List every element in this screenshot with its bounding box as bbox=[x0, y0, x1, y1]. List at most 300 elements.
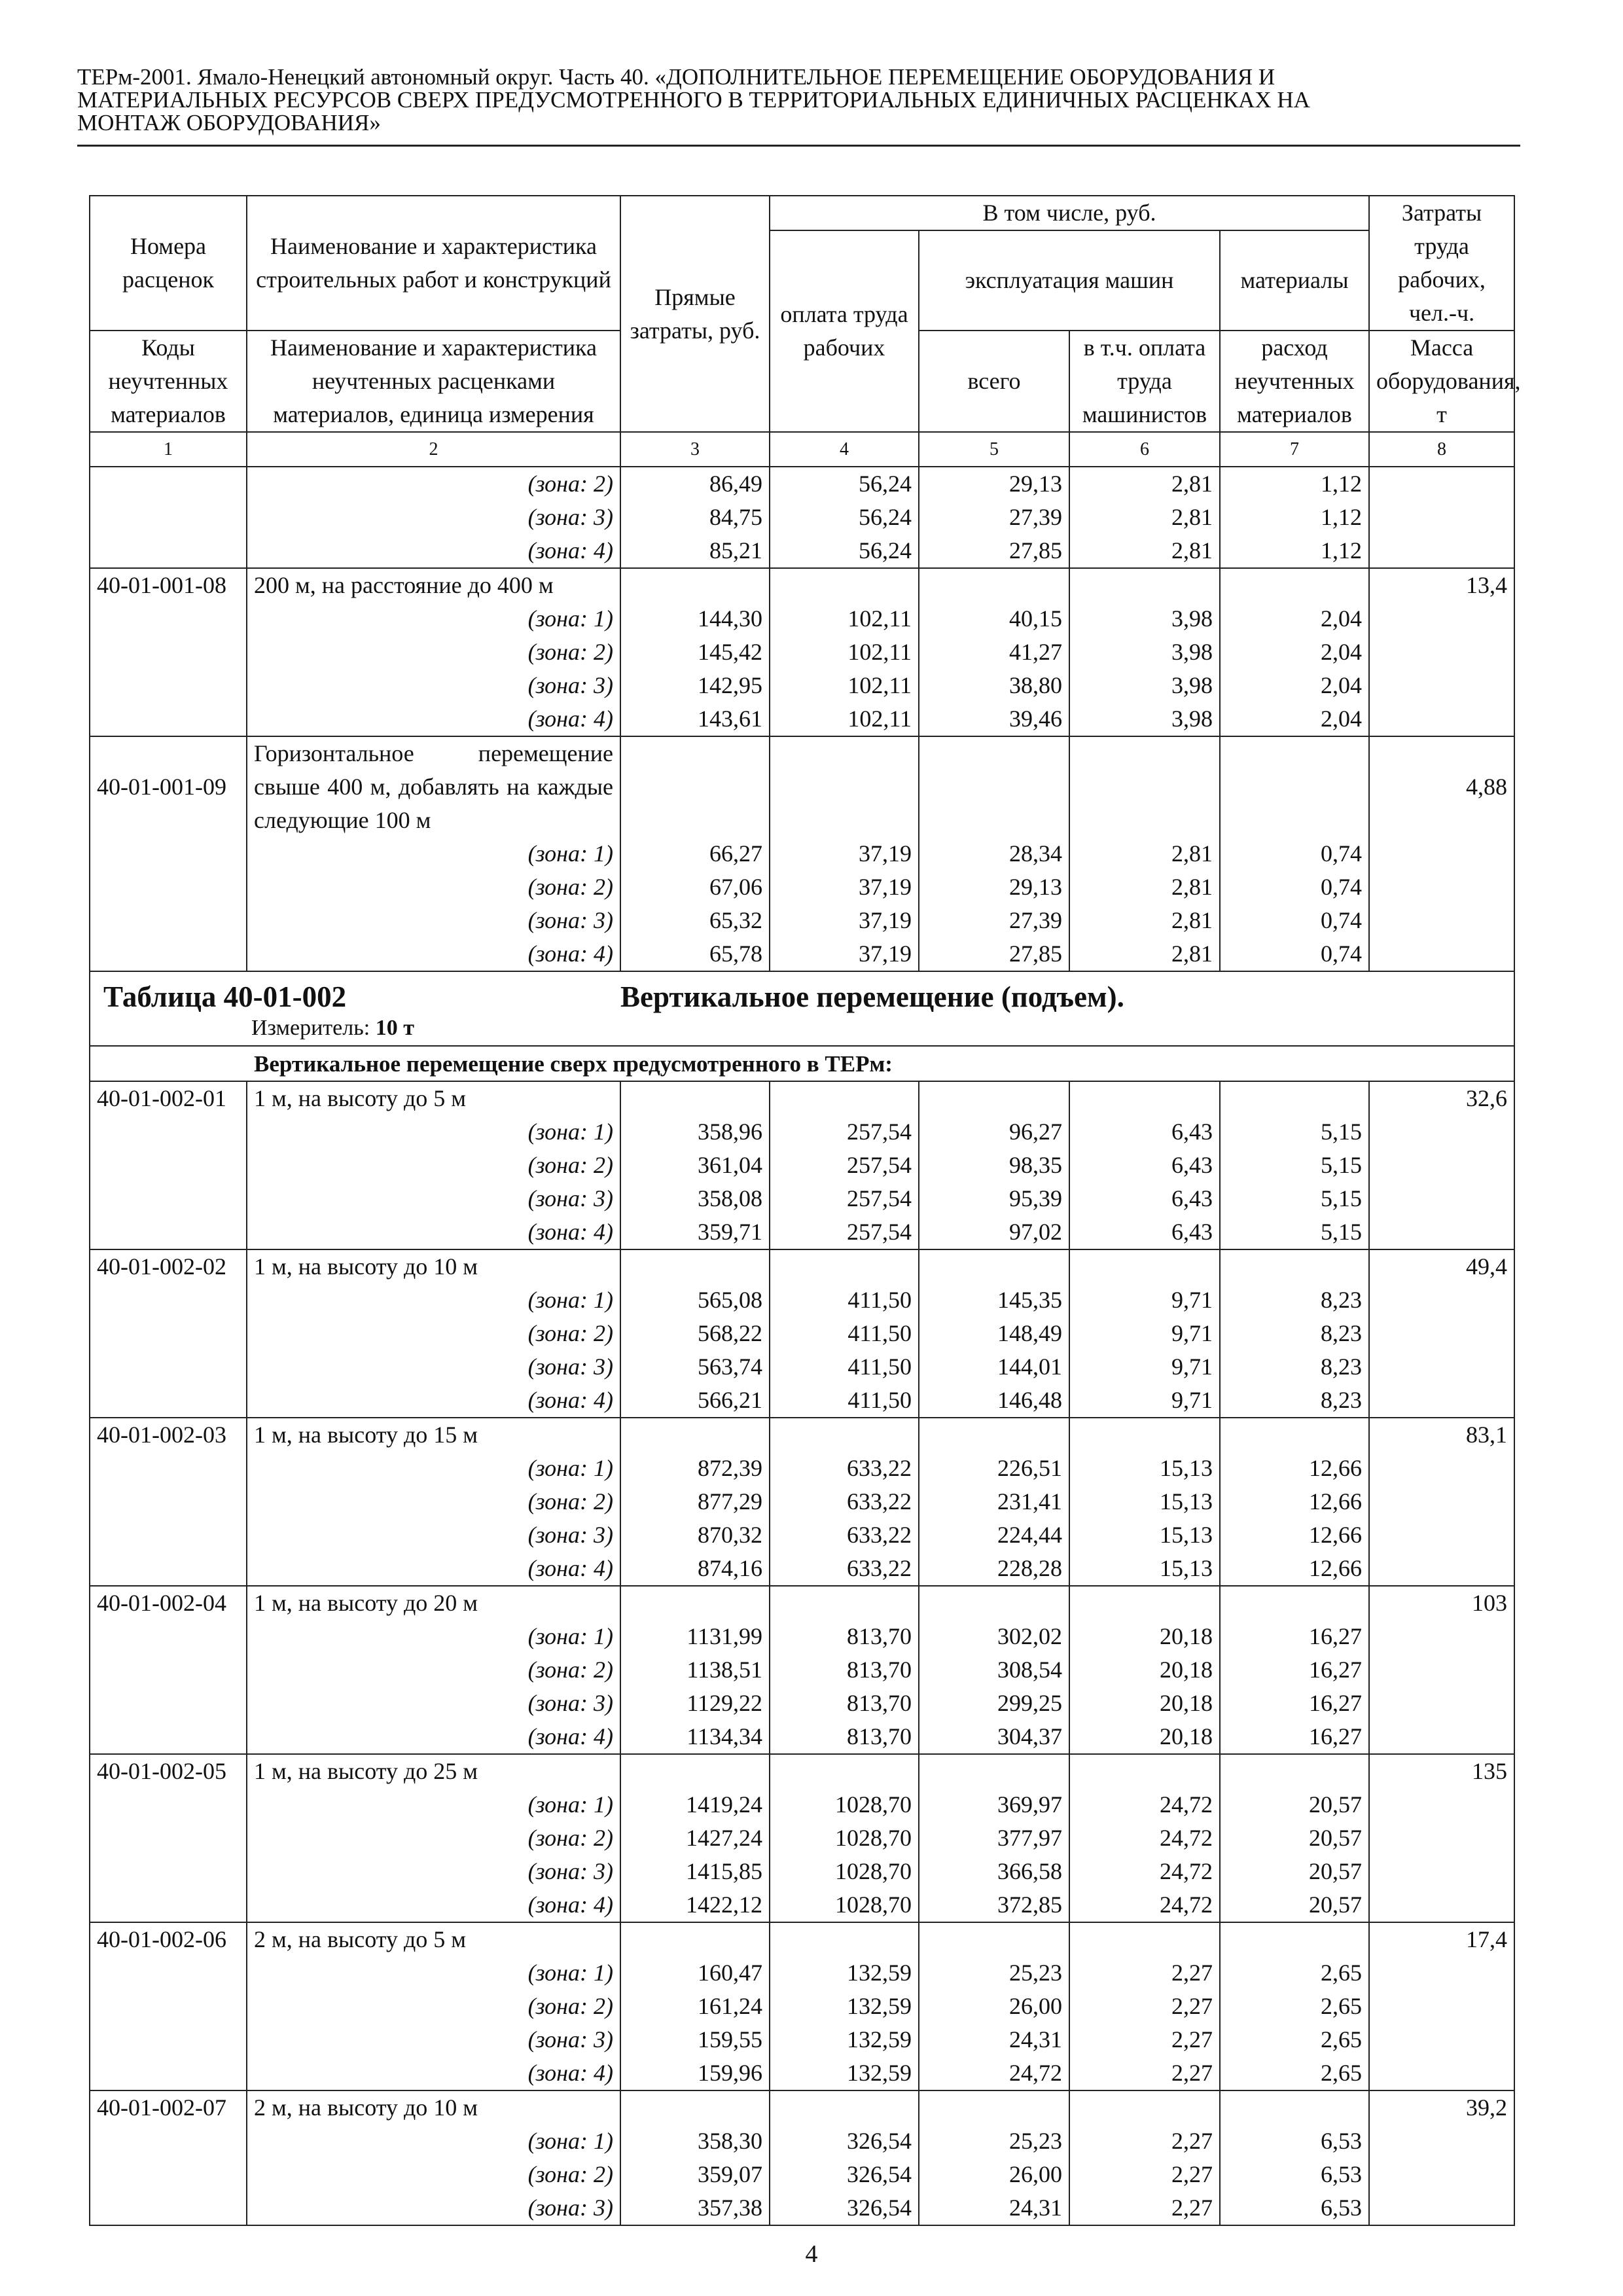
zone-row bbox=[90, 636, 1514, 669]
direct-costs: 1131,99 bbox=[620, 1620, 770, 1653]
machines-total: 144,01 bbox=[919, 1350, 1069, 1384]
materials: 16,27 bbox=[1220, 1620, 1369, 1653]
machines-total: 146,48 bbox=[919, 1384, 1069, 1418]
wages: 132,59 bbox=[770, 1956, 919, 1990]
machinist-wages: 15,13 bbox=[1069, 1485, 1220, 1518]
wages: 37,19 bbox=[770, 837, 919, 870]
machines-total: 28,34 bbox=[919, 837, 1069, 870]
machinist-wages: 2,27 bbox=[1069, 2158, 1220, 2191]
wages: 813,70 bbox=[770, 1620, 919, 1653]
cell-empty bbox=[90, 534, 247, 568]
direct-costs: 86,49 bbox=[620, 467, 770, 501]
direct-costs: 1134,34 bbox=[620, 1720, 770, 1754]
cell-empty bbox=[919, 1081, 1069, 1115]
cell-empty bbox=[919, 1922, 1069, 1956]
cell-empty bbox=[1369, 2191, 1514, 2225]
cell-empty bbox=[1220, 2090, 1369, 2125]
rates-table bbox=[89, 195, 1521, 2226]
cell-empty bbox=[90, 837, 247, 870]
zone-label: (зона: 1) bbox=[247, 1620, 620, 1653]
direct-costs: 142,95 bbox=[620, 669, 770, 702]
th-rate-numbers: Номера расценок bbox=[90, 196, 247, 331]
cell-empty bbox=[770, 1754, 919, 1788]
machines-total: 304,37 bbox=[919, 1720, 1069, 1754]
zone-label: (зона: 2) bbox=[247, 1821, 620, 1855]
zone-row bbox=[90, 1653, 1514, 1687]
rate-labor: 17,4 bbox=[1369, 1922, 1514, 1956]
direct-costs: 359,07 bbox=[620, 2158, 770, 2191]
cell-empty bbox=[1369, 904, 1514, 937]
materials: 16,27 bbox=[1220, 1653, 1369, 1687]
th-incl: В том числе, руб. bbox=[770, 196, 1369, 230]
machinist-wages: 6,43 bbox=[1069, 1182, 1220, 1215]
zone-label: (зона: 4) bbox=[247, 2056, 620, 2090]
zone-row bbox=[90, 2056, 1514, 2090]
cell-empty bbox=[1369, 937, 1514, 971]
header-numbers-row bbox=[90, 432, 1514, 467]
cell-empty bbox=[1369, 1149, 1514, 1182]
rate-header-row bbox=[90, 2090, 1514, 2125]
machinist-wages: 2,81 bbox=[1069, 937, 1220, 971]
machines-total: 228,28 bbox=[919, 1552, 1069, 1586]
machinist-wages: 15,13 bbox=[1069, 1552, 1220, 1586]
machinist-wages: 2,81 bbox=[1069, 467, 1220, 501]
cell-empty bbox=[90, 1384, 247, 1418]
cell-empty bbox=[90, 1653, 247, 1687]
materials: 2,04 bbox=[1220, 602, 1369, 636]
machines-total: 97,02 bbox=[919, 1215, 1069, 1249]
th-total: всего bbox=[919, 331, 1069, 432]
cell-empty bbox=[1369, 1720, 1514, 1754]
zone-label: (зона: 3) bbox=[247, 2023, 620, 2056]
cell-empty bbox=[1069, 1586, 1220, 1620]
direct-costs: 358,08 bbox=[620, 1182, 770, 1215]
wages: 1028,70 bbox=[770, 1788, 919, 1821]
zone-row bbox=[90, 1821, 1514, 1855]
machinist-wages: 9,71 bbox=[1069, 1350, 1220, 1384]
cell-empty bbox=[1369, 1182, 1514, 1215]
zone-row bbox=[90, 534, 1514, 568]
machinist-wages: 2,81 bbox=[1069, 837, 1220, 870]
materials: 2,04 bbox=[1220, 636, 1369, 669]
zone-label: (зона: 1) bbox=[247, 1788, 620, 1821]
machinist-wages: 9,71 bbox=[1069, 1317, 1220, 1350]
materials: 20,57 bbox=[1220, 1788, 1369, 1821]
zone-row bbox=[90, 870, 1514, 904]
machinist-wages: 24,72 bbox=[1069, 1821, 1220, 1855]
wages: 132,59 bbox=[770, 1990, 919, 2023]
cell-empty bbox=[919, 1754, 1069, 1788]
cell-empty bbox=[1369, 702, 1514, 736]
materials: 1,12 bbox=[1220, 467, 1369, 501]
wages: 132,59 bbox=[770, 2056, 919, 2090]
cell-empty bbox=[1069, 1922, 1220, 1956]
zone-label: (зона: 4) bbox=[247, 937, 620, 971]
header-line-1: ТЕРм-2001. Ямало-Ненецкий автономный округ. Часть 40. «ДОПОЛНИТЕЛЬНОЕ ПЕРЕМЕЩЕНИЕ ОБОРУДОВАНИЯ И bbox=[77, 64, 1275, 90]
direct-costs: 357,38 bbox=[620, 2191, 770, 2225]
zone-label: (зона: 2) bbox=[247, 1149, 620, 1182]
cell-empty bbox=[1069, 1249, 1220, 1283]
th-work-name: Наименование и характеристика строительных работ и конструкций bbox=[247, 196, 620, 331]
zone-row bbox=[90, 937, 1514, 971]
machines-total: 95,39 bbox=[919, 1182, 1069, 1215]
col-num-7: 7 bbox=[1220, 432, 1369, 467]
machinist-wages: 24,72 bbox=[1069, 1855, 1220, 1888]
machines-total: 26,00 bbox=[919, 1990, 1069, 2023]
rate-header-row bbox=[90, 1418, 1514, 1452]
wages: 257,54 bbox=[770, 1182, 919, 1215]
materials: 5,15 bbox=[1220, 1115, 1369, 1149]
cell-empty bbox=[1369, 1485, 1514, 1518]
machines-total: 29,13 bbox=[919, 467, 1069, 501]
direct-costs: 85,21 bbox=[620, 534, 770, 568]
zone-row bbox=[90, 1552, 1514, 1586]
cell-empty bbox=[1369, 1956, 1514, 1990]
cell-empty bbox=[620, 568, 770, 602]
wages: 56,24 bbox=[770, 534, 919, 568]
rate-name: 1 м, на высоту до 10 м bbox=[247, 1249, 620, 1283]
rate-code: 40-01-002-04 bbox=[90, 1586, 247, 1620]
col-num-2: 2 bbox=[247, 432, 620, 467]
machines-total: 145,35 bbox=[919, 1283, 1069, 1317]
cell-empty bbox=[770, 1081, 919, 1115]
cell-empty bbox=[1369, 1888, 1514, 1922]
wages: 1028,70 bbox=[770, 1855, 919, 1888]
zone-label: (зона: 1) bbox=[247, 1283, 620, 1317]
machines-total: 369,97 bbox=[919, 1788, 1069, 1821]
machines-total: 224,44 bbox=[919, 1518, 1069, 1552]
zone-label: (зона: 3) bbox=[247, 1182, 620, 1215]
cell-empty bbox=[90, 467, 247, 501]
cell-empty bbox=[90, 1485, 247, 1518]
materials: 8,23 bbox=[1220, 1317, 1369, 1350]
machines-total: 226,51 bbox=[919, 1452, 1069, 1485]
cell-empty bbox=[1369, 1283, 1514, 1317]
wages: 56,24 bbox=[770, 467, 919, 501]
direct-costs: 1138,51 bbox=[620, 1653, 770, 1687]
zone-label: (зона: 3) bbox=[247, 1687, 620, 1720]
cell-empty bbox=[1369, 870, 1514, 904]
cell-empty bbox=[1369, 1552, 1514, 1586]
wages: 102,11 bbox=[770, 702, 919, 736]
cell-empty bbox=[90, 1115, 247, 1149]
col-num-4: 4 bbox=[770, 432, 919, 467]
machinist-wages: 2,81 bbox=[1069, 534, 1220, 568]
cell-empty bbox=[90, 602, 247, 636]
direct-costs: 361,04 bbox=[620, 1149, 770, 1182]
cell-empty bbox=[620, 1754, 770, 1788]
th-materials: материалы bbox=[1220, 230, 1369, 331]
machines-total: 302,02 bbox=[919, 1620, 1069, 1653]
cell-empty bbox=[919, 2090, 1069, 2125]
cell-empty bbox=[1369, 1788, 1514, 1821]
meter-value: 10 т bbox=[375, 1016, 414, 1040]
machinist-wages: 24,72 bbox=[1069, 1888, 1220, 1922]
wages: 411,50 bbox=[770, 1317, 919, 1350]
materials: 2,04 bbox=[1220, 669, 1369, 702]
machines-total: 231,41 bbox=[919, 1485, 1069, 1518]
rate-labor: 32,6 bbox=[1369, 1081, 1514, 1115]
materials: 5,15 bbox=[1220, 1149, 1369, 1182]
rate-name: 1 м, на высоту до 25 м bbox=[247, 1754, 620, 1788]
table2-subtitle-row bbox=[90, 1046, 1514, 1081]
machines-total: 25,23 bbox=[919, 2125, 1069, 2158]
cell-empty bbox=[1220, 1418, 1369, 1452]
wages: 132,59 bbox=[770, 2023, 919, 2056]
rate-labor: 103 bbox=[1369, 1586, 1514, 1620]
th-wages: оплата труда рабочих bbox=[770, 230, 919, 432]
cell-empty bbox=[770, 2090, 919, 2125]
zone-label: (зона: 2) bbox=[247, 467, 620, 501]
zone-row bbox=[90, 1687, 1514, 1720]
th-direct-costs: Прямые затраты, руб. bbox=[620, 196, 770, 432]
materials: 0,74 bbox=[1220, 904, 1369, 937]
table-section-vertical bbox=[90, 1081, 1514, 2225]
direct-costs: 143,61 bbox=[620, 702, 770, 736]
materials: 0,74 bbox=[1220, 937, 1369, 971]
cell-empty bbox=[919, 1418, 1069, 1452]
cell-empty bbox=[90, 1215, 247, 1249]
cell-empty bbox=[90, 937, 247, 971]
materials: 12,66 bbox=[1220, 1452, 1369, 1485]
zone-label: (зона: 3) bbox=[247, 904, 620, 937]
machinist-wages: 3,98 bbox=[1069, 669, 1220, 702]
zone-label: (зона: 3) bbox=[247, 1350, 620, 1384]
cell-empty bbox=[1369, 2023, 1514, 2056]
cell-empty bbox=[620, 1586, 770, 1620]
meter-line bbox=[103, 1014, 1501, 1043]
machinist-wages: 9,71 bbox=[1069, 1384, 1220, 1418]
rate-header-row bbox=[90, 736, 1514, 837]
cell-empty bbox=[1369, 636, 1514, 669]
zone-row bbox=[90, 1350, 1514, 1384]
rate-code: 40-01-002-01 bbox=[90, 1081, 247, 1115]
direct-costs: 565,08 bbox=[620, 1283, 770, 1317]
cell-empty bbox=[90, 1350, 247, 1384]
cell-empty bbox=[1369, 1990, 1514, 2023]
cell-empty bbox=[90, 1182, 247, 1215]
th-mat-consumption: расход неучтенных материалов bbox=[1220, 331, 1369, 432]
cell-empty bbox=[90, 636, 247, 669]
cell-empty bbox=[620, 736, 770, 837]
materials: 8,23 bbox=[1220, 1384, 1369, 1418]
rate-labor: 135 bbox=[1369, 1754, 1514, 1788]
machinist-wages: 2,81 bbox=[1069, 870, 1220, 904]
zone-label: (зона: 1) bbox=[247, 837, 620, 870]
cell-empty bbox=[90, 870, 247, 904]
cell-empty bbox=[1220, 1922, 1369, 1956]
zone-row bbox=[90, 1384, 1514, 1418]
machinist-wages: 2,27 bbox=[1069, 2023, 1220, 2056]
rate-code: 40-01-002-06 bbox=[90, 1922, 247, 1956]
materials: 12,66 bbox=[1220, 1485, 1369, 1518]
cell-empty bbox=[90, 1317, 247, 1350]
materials: 6,53 bbox=[1220, 2158, 1369, 2191]
wages: 633,22 bbox=[770, 1485, 919, 1518]
cell-empty bbox=[1369, 1215, 1514, 1249]
rate-labor: 4,88 bbox=[1369, 736, 1514, 837]
direct-costs: 877,29 bbox=[620, 1485, 770, 1518]
wages: 257,54 bbox=[770, 1215, 919, 1249]
cell-empty bbox=[770, 1249, 919, 1283]
materials: 20,57 bbox=[1220, 1821, 1369, 1855]
rate-labor: 13,4 bbox=[1369, 568, 1514, 602]
cell-empty bbox=[1369, 1855, 1514, 1888]
machines-total: 148,49 bbox=[919, 1317, 1069, 1350]
zone-label: (зона: 4) bbox=[247, 534, 620, 568]
cell-empty bbox=[90, 1687, 247, 1720]
materials: 6,53 bbox=[1220, 2191, 1369, 2225]
machines-total: 377,97 bbox=[919, 1821, 1069, 1855]
page-number: 4 bbox=[805, 2240, 818, 2268]
cell-empty bbox=[90, 904, 247, 937]
cell-empty bbox=[90, 1888, 247, 1922]
col-num-8: 8 bbox=[1369, 432, 1514, 467]
materials: 8,23 bbox=[1220, 1283, 1369, 1317]
cell-empty bbox=[90, 501, 247, 534]
machinist-wages: 20,18 bbox=[1069, 1720, 1220, 1754]
machines-total: 24,31 bbox=[919, 2191, 1069, 2225]
zone-label: (зона: 2) bbox=[247, 2158, 620, 2191]
cell-empty bbox=[770, 736, 919, 837]
rate-labor: 39,2 bbox=[1369, 2090, 1514, 2125]
zone-label: (зона: 1) bbox=[247, 602, 620, 636]
rate-labor: 83,1 bbox=[1369, 1418, 1514, 1452]
direct-costs: 159,55 bbox=[620, 2023, 770, 2056]
cell-empty bbox=[1069, 1081, 1220, 1115]
rate-code: 40-01-002-05 bbox=[90, 1754, 247, 1788]
machines-total: 40,15 bbox=[919, 602, 1069, 636]
cell-empty bbox=[770, 1586, 919, 1620]
th-codes: Коды неучтенных материалов bbox=[90, 331, 247, 432]
zone-label: (зона: 3) bbox=[247, 501, 620, 534]
cell-empty bbox=[1369, 1687, 1514, 1720]
rate-header-row bbox=[90, 1249, 1514, 1283]
cell-empty bbox=[90, 1788, 247, 1821]
materials: 16,27 bbox=[1220, 1720, 1369, 1754]
direct-costs: 84,75 bbox=[620, 501, 770, 534]
zone-row bbox=[90, 1855, 1514, 1888]
wages: 813,70 bbox=[770, 1720, 919, 1754]
machines-total: 299,25 bbox=[919, 1687, 1069, 1720]
cell-empty bbox=[620, 1922, 770, 1956]
direct-costs: 872,39 bbox=[620, 1452, 770, 1485]
wages: 411,50 bbox=[770, 1350, 919, 1384]
cell-empty bbox=[1220, 1754, 1369, 1788]
zone-row bbox=[90, 2158, 1514, 2191]
materials: 6,53 bbox=[1220, 2125, 1369, 2158]
materials: 2,65 bbox=[1220, 2023, 1369, 2056]
cell-empty bbox=[1369, 534, 1514, 568]
rate-name: 1 м, на высоту до 5 м bbox=[247, 1081, 620, 1115]
header-line-3: МОНТАЖ ОБОРУДОВАНИЯ» bbox=[77, 110, 381, 135]
cell-empty bbox=[1369, 467, 1514, 501]
wages: 56,24 bbox=[770, 501, 919, 534]
zone-label: (зона: 2) bbox=[247, 1653, 620, 1687]
machines-total: 27,85 bbox=[919, 937, 1069, 971]
wages: 633,22 bbox=[770, 1518, 919, 1552]
wages: 257,54 bbox=[770, 1149, 919, 1182]
col-num-1: 1 bbox=[90, 432, 247, 467]
zone-label: (зона: 4) bbox=[247, 702, 620, 736]
zone-label: (зона: 3) bbox=[247, 1518, 620, 1552]
cell-empty bbox=[770, 568, 919, 602]
zone-row bbox=[90, 837, 1514, 870]
wages: 633,22 bbox=[770, 1452, 919, 1485]
wages: 37,19 bbox=[770, 870, 919, 904]
machines-total: 26,00 bbox=[919, 2158, 1069, 2191]
zone-label: (зона: 1) bbox=[247, 1956, 620, 1990]
cell-empty bbox=[90, 1956, 247, 1990]
rate-code: 40-01-002-02 bbox=[90, 1249, 247, 1283]
machines-total: 366,58 bbox=[919, 1855, 1069, 1888]
machines-total: 25,23 bbox=[919, 1956, 1069, 1990]
cell-empty bbox=[90, 1990, 247, 2023]
rate-header-row bbox=[90, 1922, 1514, 1956]
table2-title-row bbox=[90, 971, 1514, 1046]
cell-empty bbox=[919, 1249, 1069, 1283]
cell-empty bbox=[90, 2125, 247, 2158]
wages: 37,19 bbox=[770, 937, 919, 971]
cell-empty bbox=[1369, 2125, 1514, 2158]
materials: 16,27 bbox=[1220, 1687, 1369, 1720]
wages: 813,70 bbox=[770, 1653, 919, 1687]
machinist-wages: 2,27 bbox=[1069, 2056, 1220, 2090]
machinist-wages: 20,18 bbox=[1069, 1687, 1220, 1720]
zone-row bbox=[90, 1485, 1514, 1518]
materials: 0,74 bbox=[1220, 837, 1369, 870]
rate-name: 2 м, на высоту до 10 м bbox=[247, 2090, 620, 2125]
table-section-horizontal bbox=[90, 467, 1514, 971]
cell-empty bbox=[919, 736, 1069, 837]
rate-header-row bbox=[90, 1081, 1514, 1115]
cell-empty bbox=[1369, 669, 1514, 702]
machines-total: 372,85 bbox=[919, 1888, 1069, 1922]
th-labor: Затраты труда рабочих, чел.-ч. bbox=[1369, 196, 1514, 331]
direct-costs: 66,27 bbox=[620, 837, 770, 870]
cell-empty bbox=[90, 702, 247, 736]
cell-empty bbox=[90, 1620, 247, 1653]
direct-costs: 65,32 bbox=[620, 904, 770, 937]
zone-label: (зона: 1) bbox=[247, 1115, 620, 1149]
direct-costs: 1419,24 bbox=[620, 1788, 770, 1821]
direct-costs: 145,42 bbox=[620, 636, 770, 669]
cell-empty bbox=[1069, 1754, 1220, 1788]
materials: 1,12 bbox=[1220, 501, 1369, 534]
machines-total: 96,27 bbox=[919, 1115, 1069, 1149]
zone-label: (зона: 2) bbox=[247, 636, 620, 669]
direct-costs: 161,24 bbox=[620, 1990, 770, 2023]
zone-label: (зона: 3) bbox=[247, 1855, 620, 1888]
zone-row bbox=[90, 1518, 1514, 1552]
zone-label: (зона: 3) bbox=[247, 2191, 620, 2225]
machinist-wages: 2,27 bbox=[1069, 2125, 1220, 2158]
materials: 2,65 bbox=[1220, 2056, 1369, 2090]
machinist-wages: 20,18 bbox=[1069, 1653, 1220, 1687]
wages: 102,11 bbox=[770, 636, 919, 669]
zone-row bbox=[90, 467, 1514, 501]
rate-code: 40-01-002-03 bbox=[90, 1418, 247, 1452]
cell-empty bbox=[620, 1418, 770, 1452]
cell-empty bbox=[1369, 1518, 1514, 1552]
wages: 1028,70 bbox=[770, 1888, 919, 1922]
cell-empty bbox=[1369, 1452, 1514, 1485]
header-line-2: МАТЕРИАЛЬНЫХ РЕСУРСОВ СВЕРХ ПРЕДУСМОТРЕННОГО В ТЕРРИТОРИАЛЬНЫХ ЕДИНИЧНЫХ РАСЦЕНКАХ НА bbox=[77, 87, 1310, 113]
table2-subtitle: Вертикальное перемещение сверх предусмотренного в ТЕРм: bbox=[90, 1046, 1514, 1081]
rate-code: 40-01-001-08 bbox=[90, 568, 247, 602]
zone-row bbox=[90, 2191, 1514, 2225]
machinist-wages: 2,81 bbox=[1069, 501, 1220, 534]
